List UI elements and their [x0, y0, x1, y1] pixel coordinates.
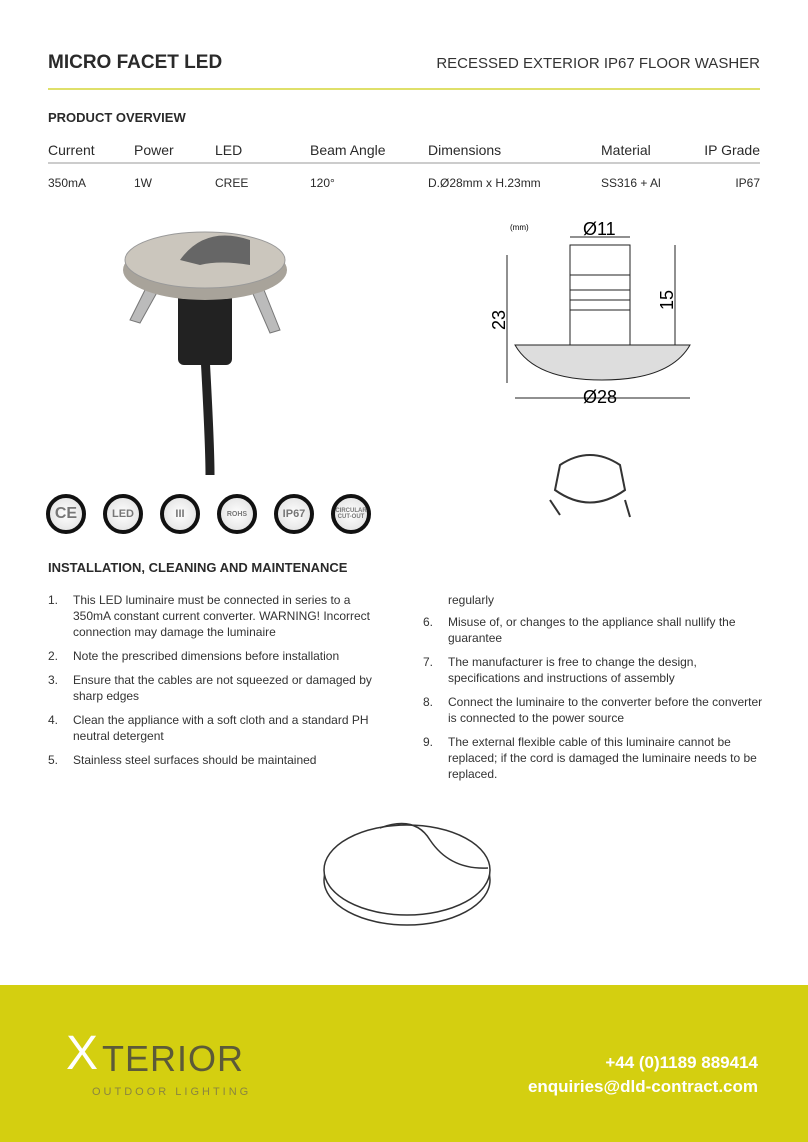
header-divider [48, 88, 760, 90]
list-item-continued [423, 592, 763, 608]
item-number: 9. [423, 735, 434, 749]
item-number: 2. [48, 649, 59, 663]
list-item [423, 654, 763, 686]
spec-value: IP67 [735, 176, 760, 190]
list-item [48, 648, 373, 664]
col-header: Current [48, 142, 95, 158]
instructions-left [48, 592, 373, 776]
spec-value: 120° [310, 176, 335, 190]
item-number: 6. [423, 615, 434, 629]
mounting-clip-drawing [540, 445, 640, 535]
item-number: 7. [423, 655, 434, 669]
col-header: Beam Angle [310, 142, 386, 158]
item-text: Misuse of, or changes to the appliance shall nullify the guarantee [448, 615, 736, 645]
item-text: Connect the luminaire to the converter before the converter is connected to the power source [448, 695, 763, 725]
item-text: This LED luminaire must be connected in series to a 350mA constant current converter. WARNING! Incorrect connection may damage the luminaire [73, 593, 370, 639]
installation-heading: INSTALLATION, CLEANING AND MAINTENANCE [48, 560, 348, 575]
col-header: Dimensions [428, 142, 502, 158]
logo-text: TERIOR [102, 1038, 245, 1079]
list-item [48, 592, 373, 640]
product-title: MICRO FACET LED [48, 52, 223, 73]
list-item [48, 752, 373, 768]
product-photo [110, 205, 310, 475]
spec-header-row [48, 142, 760, 164]
unit-label: (mm) [510, 223, 529, 232]
spec-value: 1W [134, 176, 152, 190]
base-diameter: Ø28 [583, 387, 618, 407]
item-text: Ensure that the cables are not squeezed or damaged by sharp edges [73, 673, 372, 703]
ce-badge-icon: CE [46, 494, 86, 534]
item-text: The external flexible cable of this luminaire cannot be replaced; if the cord is damaged the luminaire needs to be replaced. [448, 735, 757, 781]
logo-x: X [66, 1027, 99, 1080]
item-text: Stainless steel surfaces should be maintained [73, 753, 317, 767]
list-item [423, 694, 763, 726]
list-item [423, 734, 763, 782]
ip67-badge-icon: IP67 [274, 494, 314, 534]
height-label: 23 [489, 309, 509, 330]
contact-phone: +44 (0)1189 889414 [605, 1053, 758, 1072]
body-height-label: 15 [657, 289, 677, 310]
top-view-drawing [320, 800, 495, 930]
class-iii-badge-icon: III [160, 494, 200, 534]
contact-email[interactable]: enquiries@dld-contract.com [527, 1077, 758, 1096]
item-number: 1. [48, 593, 59, 607]
col-header: Material [601, 142, 651, 158]
certification-badges [46, 494, 371, 534]
item-number: 4. [48, 713, 59, 727]
item-text: Clean the appliance with a soft cloth and a standard PH neutral detergent [73, 713, 369, 743]
spec-value: D.Ø28mm x H.23mm [428, 176, 541, 190]
item-text: The manufacturer is free to change the design, specifications and instructions of assembly [448, 655, 697, 685]
spec-value: CREE [215, 176, 249, 190]
led-badge-icon: LED [103, 494, 143, 534]
col-header: LED [215, 142, 243, 158]
item-text: regularly [448, 593, 495, 607]
instructions-right [423, 592, 763, 790]
item-number: 5. [48, 753, 59, 767]
list-item [48, 672, 373, 704]
col-header: IP Grade [704, 142, 760, 158]
item-number: 8. [423, 695, 434, 709]
circular-cutout-badge-icon: CIRCULAR CUT-OUT [331, 494, 371, 534]
item-text: Note the prescribed dimensions before installation [73, 649, 340, 663]
spec-value: SS316 + Al [601, 176, 661, 190]
list-item [48, 712, 373, 744]
rohs-badge-icon: ROHS [217, 494, 257, 534]
top-diameter: Ø11 [583, 219, 616, 239]
dimension-drawing [489, 215, 710, 415]
overview-heading: PRODUCT OVERVIEW [48, 110, 186, 125]
item-number: 3. [48, 673, 59, 687]
product-subtitle: RECESSED EXTERIOR IP67 FLOOR WASHER [436, 55, 760, 72]
spec-value: 350mA [48, 176, 87, 190]
col-header: Power [134, 142, 174, 158]
list-item [423, 614, 763, 646]
logo-subtitle: OUTDOOR LIGHTING [92, 1086, 252, 1098]
